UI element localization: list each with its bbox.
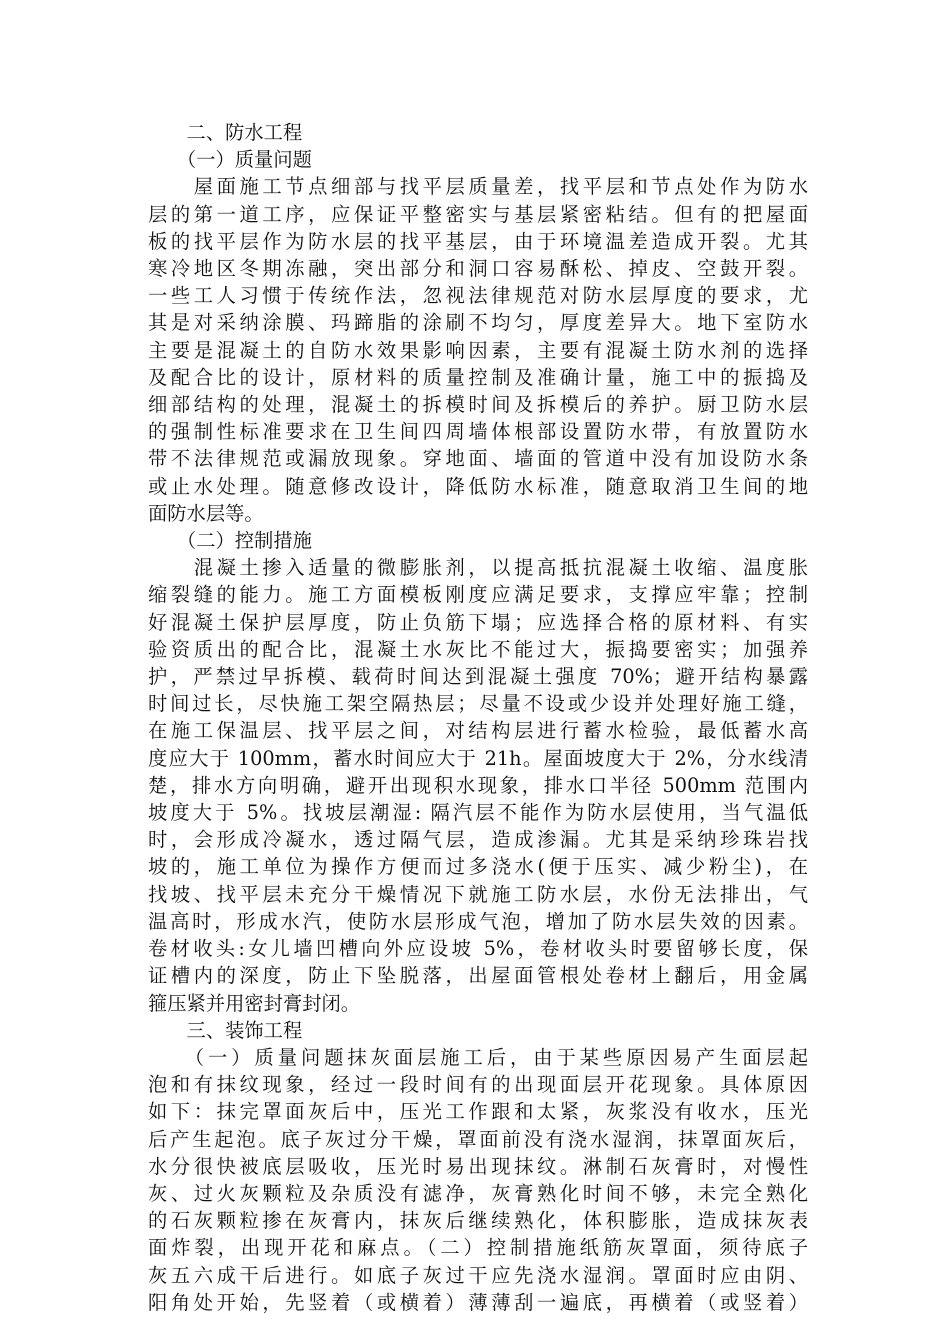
text-line: 护，严禁过早拆模、载荷时间达到混凝土强度 70%；避开结构暴露 xyxy=(148,665,808,689)
text-line: 及配合比的设计，原材料的质量控制及准确计量，施工中的振捣及 xyxy=(148,365,808,389)
text-line: 灰五六成干后进行。如底子灰过干应先浇水湿润。罩面时应由阴、 xyxy=(148,1263,808,1287)
text-line: 其是对采纳涂膜、玛蹄脂的涂刷不均匀，厚度差异大。地下室防水 xyxy=(148,311,808,335)
text-line: 箍压紧并用密封膏封闭。 xyxy=(148,991,361,1015)
text-line: （一）质量问题抹灰面层施工后，由于某些原因易产生面层起 xyxy=(148,1045,808,1069)
text-line: 屋面施工节点细部与找平层质量差，找平层和节点处作为防水 xyxy=(148,175,808,199)
text-line: 阳角处开始，先竖着（或横着）薄薄刮一遍底，再横着（或竖着） xyxy=(148,1290,808,1314)
text-line: 一些工人习惯于传统作法，忽视法律规范对防水层厚度的要求，尤 xyxy=(148,284,808,308)
document-body xyxy=(148,119,808,1316)
text-line: 二、防水工程 xyxy=(148,121,303,144)
text-line: 验资质出的配合比，混凝土水灰比不能过大，振捣要密实；加强养 xyxy=(148,637,808,661)
text-line: 缩裂缝的能力。施工方面模板刚度应满足要求，支撑应牢靠；控制 xyxy=(148,583,808,607)
text-line: 在施工保温层、找平层之间，对结构层进行蓄水检验，最低蓄水高 xyxy=(148,719,808,743)
text-line: 证槽内的深度，防止下坠脱落，出屋面管根处卷材上翻后，用金属 xyxy=(148,964,808,988)
text-line: 混凝土掺入适量的微膨胀剂，以提高抵抗混凝土收缩、温度胀 xyxy=(148,556,808,580)
text-line: 三、装饰工程 xyxy=(148,1018,303,1042)
text-line: 的强制性标准要求在卫生间四周墙体根部设置防水带，有放置防水 xyxy=(148,420,808,444)
text-line: 好混凝土保护层厚度，防止负筋下塌；应选择合格的原材料、有实 xyxy=(148,610,808,634)
text-line: 层的第一道工序，应保证平整密实与基层紧密粘结。但有的把屋面 xyxy=(148,202,808,226)
text-line: 细部结构的处理，混凝土的拆模时间及拆模后的养护。厨卫防水层 xyxy=(148,393,808,417)
text-line: 度应大于 100mm，蓄水时间应大于 21h。屋面坡度大于 2%，分水线清 xyxy=(148,746,808,770)
text-line: 温高时，形成水汽，使防水层形成气泡，增加了防水层失效的因素。 xyxy=(148,909,808,933)
text-line: 坡的，施工单位为操作方便而过多浇水(便于压实、减少粉尘)，在 xyxy=(148,855,808,879)
text-line: 楚，排水方向明确，避开出现积水现象，排水口半径 500mm 范围内 xyxy=(148,773,808,797)
text-line: 后产生起泡。底子灰过分干燥，罩面前没有浇水湿润，抹罩面灰后， xyxy=(148,1127,808,1151)
text-line: 板的找平层作为防水层的找平基层，由于环境温差造成开裂。尤其 xyxy=(148,229,808,253)
text-line: 泡和有抹纹现象，经过一段时间有的出现面层开花现象。具体原因 xyxy=(148,1073,808,1097)
text-line: 灰、过火灰颗粒及杂质没有滤净，灰膏熟化时间不够，未完全熟化 xyxy=(148,1181,808,1205)
text-line: 寒冷地区冬期冻融，突出部分和洞口容易酥松、掉皮、空鼓开裂。 xyxy=(148,257,808,281)
text-line: （一）质量问题 xyxy=(148,148,312,172)
text-line: 水分很快被底层吸收，压光时易出现抹纹。淋制石灰膏时，对慢性 xyxy=(148,1154,808,1178)
text-line: 面防水层等。 xyxy=(148,501,264,525)
text-line: 时，会形成冷凝水，透过隔气层，造成渗漏。尤其是采纳珍珠岩找 xyxy=(148,828,808,852)
text-line: 带不法律规范或漏放现象。穿地面、墙面的管道中没有加设防水条 xyxy=(148,447,808,471)
text-line: 或止水处理。随意修改设计，降低防水标准，随意取消卫生间的地 xyxy=(148,474,808,498)
text-line: 坡度大于 5%。找坡层潮湿: 隔汽层不能作为防水层使用，当气温低 xyxy=(148,801,808,825)
text-line: 找坡、找平层未充分干燥情况下就施工防水层，水份无法排出，气 xyxy=(148,882,808,906)
text-line: 时间过长，尽快施工架空隔热层；尽量不设或少设并处理好施工缝， xyxy=(148,692,808,716)
text-line: （二）控制措施 xyxy=(148,529,312,553)
text-line: 如下：抹完罩面灰后中，压光工作跟和太紧，灰浆没有收水，压光 xyxy=(148,1100,808,1124)
text-line: 的石灰颗粒掺在灰膏内，抹灰后继续熟化，体积膨胀，造成抹灰表 xyxy=(148,1209,808,1233)
text-line: 主要是混凝土的自防水效果影响因素，主要有混凝土防水剂的选择 xyxy=(148,338,808,362)
text-line: 面炸裂，出现开花和麻点。（二）控制措施纸筋灰罩面，须待底子 xyxy=(148,1236,808,1260)
text-line: 卷材收头:女儿墙凹槽向外应设坡 5%，卷材收头时要留够长度，保 xyxy=(148,937,808,961)
